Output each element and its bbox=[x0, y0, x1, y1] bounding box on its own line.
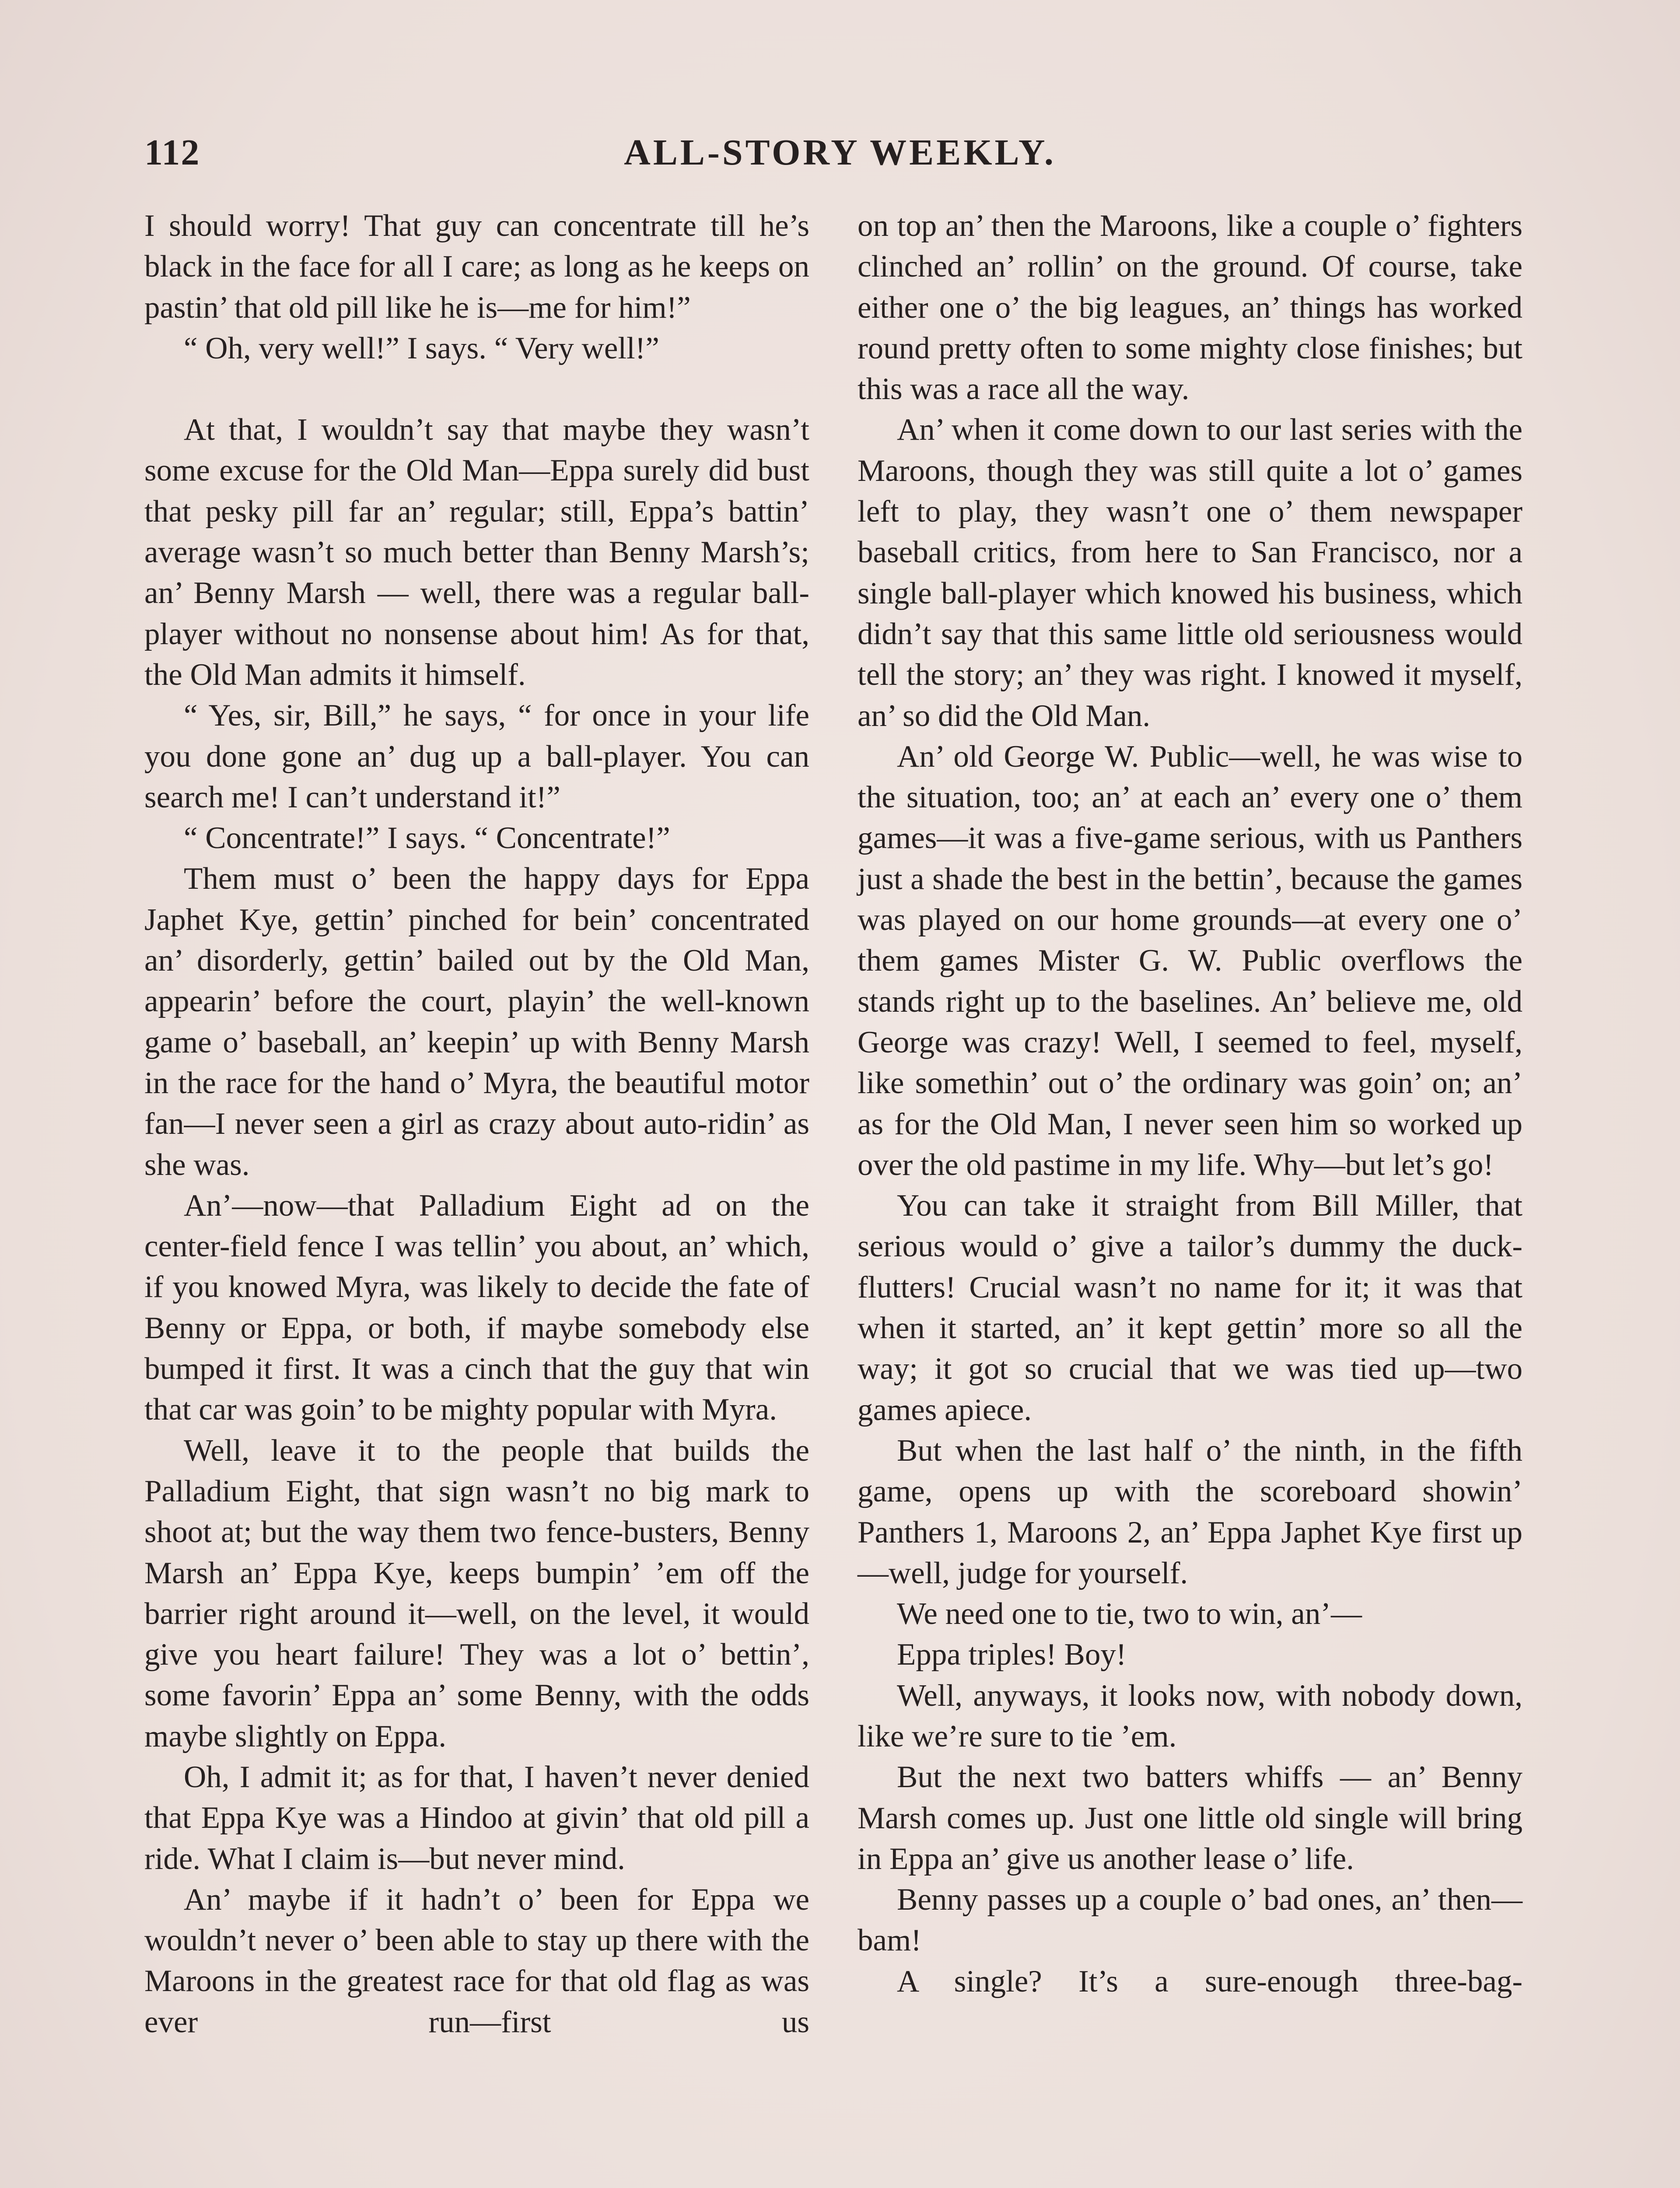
page-header bbox=[144, 131, 1536, 188]
paragraph: on top an’ then the Maroons, like a couple o’ fighters clinched an’ rollin’ on the ground. Of course, take either one o’ the big leagues, an’ things has worked round pretty often to some mighty close finishes; but this was a race all the way. bbox=[858, 209, 1522, 407]
paragraph: “ Concentrate!” I says. “ Concentrate!” bbox=[184, 821, 670, 856]
paragraph: Benny passes up a couple o’ bad ones, an’ then—bam! bbox=[858, 1883, 1522, 1958]
paragraph: We need one to tie, two to win, an’— bbox=[897, 1597, 1362, 1631]
left-column bbox=[144, 206, 809, 2043]
paragraph: “ Oh, very well!” I says. “ Very well!” bbox=[184, 331, 659, 365]
paragraph: An’ maybe if it hadn’t o’ been for Eppa we wouldn’t never o’ been able to stay up there with the Maroons in the greatest race for that old flag as was ever run—first us bbox=[144, 1882, 809, 2039]
paragraph: An’—now—that Palladium Eight ad on the center-field fence I was tellin’ you about, an’ which, if you knowed Myra, was likely to decide the fate of Benny or Eppa, or both, if maybe somebody else bumped it first. It was a cinch that the guy that win that car was goin’ to be mighty popular with Myra. bbox=[144, 1188, 809, 1427]
paragraph: But when the last half o’ the ninth, in the fifth game, opens up with the scoreboard showin’ Panthers 1, Maroons 2, an’ Eppa Japhet Kye first up—well, judge for yourself. bbox=[858, 1433, 1522, 1590]
paragraph: But the next two batters whiffs — an’ Benny Marsh comes up. Just one little old single will bring in Eppa an’ give us another lease o’ life. bbox=[858, 1760, 1522, 1876]
paragraph: Them must o’ been the happy days for Eppa Japhet Kye, gettin’ pinched for bein’ concentrated an’ disorderly, gettin’ bailed out by the Old Man, appearin’ before the court, playin’ the well-known game o’ baseball, an’ keepin’ up with Benny Marsh in the race for the hand o’ Myra, the beautiful motor fan—I never seen a girl as crazy about auto-ridin’ as she was. bbox=[144, 862, 809, 1182]
running-head-title: ALL-STORY WEEKLY. bbox=[624, 132, 1056, 173]
paragraph: Well, leave it to the people that builds the Palladium Eight, that sign wasn’t no big mark to shoot at; but the way them two fence-busters, Benny Marsh an’ Eppa Kye, keeps bumpin’ ’em off the barrier right around it—well, on the level, it would give you heart failure! They was a lot o’ bettin’, some favorin’ Eppa an’ some Benny, with the odds maybe slightly on Eppa. bbox=[144, 1433, 809, 1753]
paragraph: Well, anyways, it looks now, with nobody down, like we’re sure to tie ’em. bbox=[858, 1678, 1522, 1753]
paragraph: “ Yes, sir, Bill,” he says, “ for once in your life you done gone an’ dug up a ball-player. You can search me! I can’t understand it!” bbox=[144, 698, 809, 814]
paragraph: An’ when it come down to our last series with the Maroons, though they was still quite a lot o’ games left to play, they wasn’t one o’ them newspaper baseball critics, from here to San Francisco, nor a single ball-player which knowed his business, which didn’t say that this same little old seriousness would tell the story; an’ they was right. I knowed it myself, an’ so did the Old Man. bbox=[858, 413, 1522, 733]
paragraph: An’ old George W. Public—well, he was wise to the situation, too; an’ at each an’ every one o’ them games—it was a five-game serious, with us Panthers just a shade the best in the bettin’, because the games was played on our home grounds—at every one o’ them games Mister G. W. Public overflows the stands right up to the baselines. An’ believe me, old George was crazy! Well, I seemed to feel, myself, like somethin’ out o’ the ordinary was goin’ on; an’ as for the Old Man, I never seen him so worked up over the old pastime in my life. Why—but let’s go! bbox=[858, 739, 1522, 1182]
paragraph: Eppa triples! Boy! bbox=[897, 1637, 1127, 1672]
paragraph: Oh, I admit it; as for that, I haven’t never denied that Eppa Kye was a Hindoo at givin’ that old pill a ride. What I claim is—but never mind. bbox=[144, 1760, 809, 1876]
paragraph: I should worry! That guy can concentrate till he’s black in the face for all I care; as long as he keeps on pastin’ that old pill like he is—me for him!” bbox=[144, 209, 809, 325]
paragraph: You can take it straight from Bill Miller, that serious would o’ give a tailor’s dummy the duck-flutters! Crucial wasn’t no name for it; it was that when it started, an’ it kept gettin’ more so all the way; it got so crucial that we was tied up—two games apiece. bbox=[858, 1189, 1522, 1427]
paragraph: At that, I wouldn’t say that maybe they wasn’t some excuse for the Old Man—Eppa surely did bust that pesky pill far an’ regular; still, Eppa’s battin’ average wasn’t so much better than Benny Marsh’s; an’ Benny Marsh — well, there was a regular ball-player without no nonsense about him! As for that, the Old Man admits it himself. bbox=[144, 413, 809, 692]
right-column bbox=[858, 206, 1522, 2002]
paragraph: A single? It’s a sure-enough three-bag- bbox=[897, 1964, 1522, 1999]
page-number: 112 bbox=[144, 132, 200, 173]
